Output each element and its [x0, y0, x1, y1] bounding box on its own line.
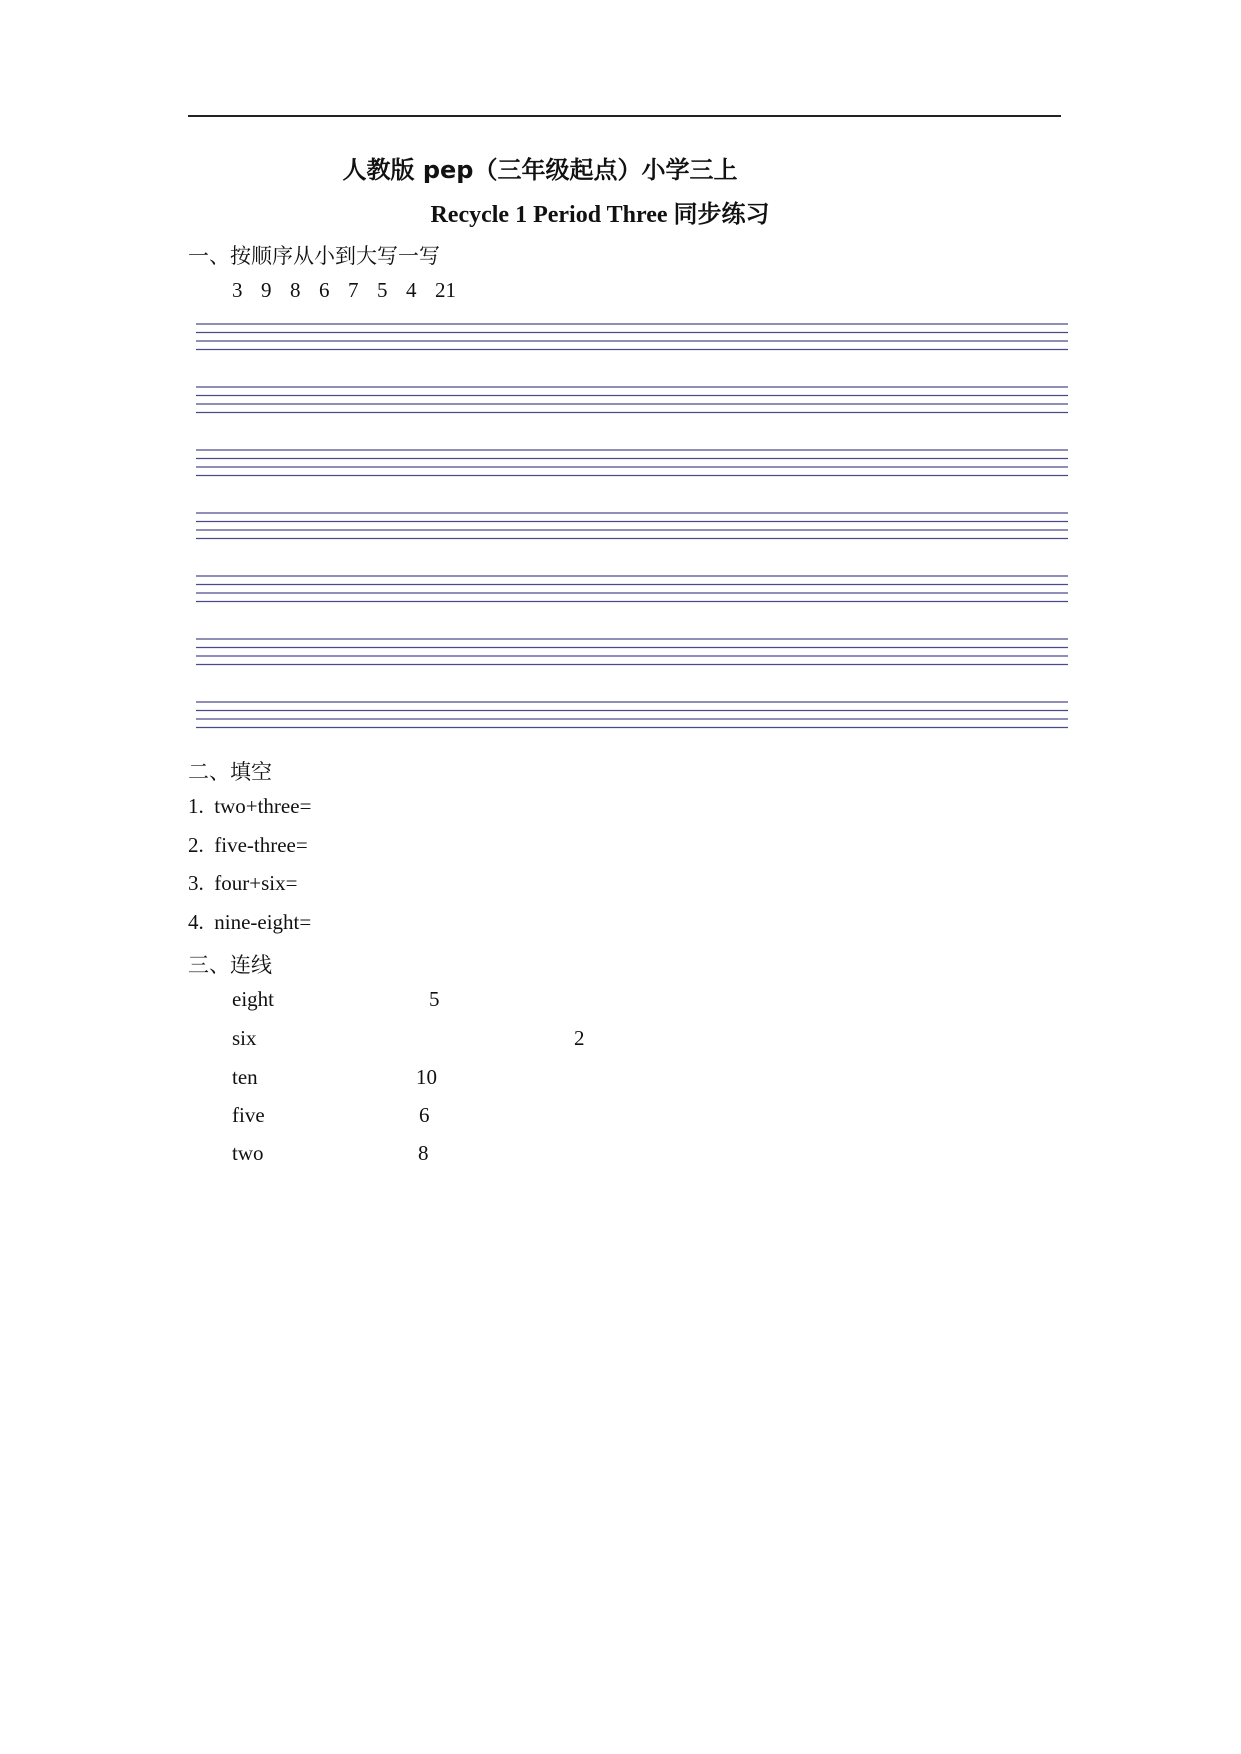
- fill-item-2: [188, 833, 308, 858]
- number-sequence: 3 9 8 6 7 5 4 21: [232, 278, 456, 302]
- section1-heading: 一、按顺序从小到大写一写: [188, 244, 440, 268]
- match-word-5: two: [232, 1141, 264, 1165]
- page-title: 人教版 pep（三年级起点）小学三上: [342, 156, 738, 184]
- writing-line-group: [196, 450, 1068, 476]
- writing-line-group: [196, 387, 1068, 413]
- section3-heading: 三、连线: [188, 953, 272, 977]
- match-number-1: 5: [429, 987, 440, 1011]
- match-number-5: 8: [418, 1141, 429, 1165]
- subtitle-chinese: 同步练习: [673, 200, 770, 228]
- fill-item-text: two+three=: [214, 794, 312, 818]
- section2-heading: 二、填空: [188, 760, 272, 784]
- writing-line-group: [196, 324, 1068, 350]
- fill-item-text: four+six=: [214, 871, 298, 895]
- writing-line-group: [196, 576, 1068, 602]
- match-word-4: five: [232, 1103, 265, 1127]
- writing-line-group: [196, 639, 1068, 665]
- match-number-2: 2: [574, 1026, 585, 1050]
- fill-item-1: [188, 794, 311, 819]
- match-number-3: 10: [416, 1065, 437, 1089]
- page-subtitle: [0, 194, 1200, 229]
- match-word-2: six: [232, 1026, 257, 1050]
- match-number-4: 6: [419, 1103, 430, 1127]
- writing-line-group: [196, 702, 1068, 728]
- match-word-1: eight: [232, 987, 274, 1011]
- header-rule: [188, 115, 1061, 117]
- fill-item-text: nine-eight=: [214, 910, 312, 934]
- fill-item-number: 3.: [188, 871, 204, 895]
- writing-line-group: [196, 513, 1068, 539]
- writing-lines-svg: [196, 322, 1068, 742]
- fill-item-number: 1.: [188, 794, 204, 818]
- match-word-3: ten: [232, 1065, 258, 1089]
- fill-item-text: five-three=: [214, 833, 308, 857]
- fill-item-3: [188, 871, 297, 896]
- fill-item-4: [188, 910, 311, 935]
- fill-item-number: 2.: [188, 833, 204, 857]
- fill-item-number: 4.: [188, 910, 204, 934]
- writing-lines[interactable]: [196, 322, 1068, 742]
- subtitle-english: Recycle 1 Period Three: [430, 202, 674, 228]
